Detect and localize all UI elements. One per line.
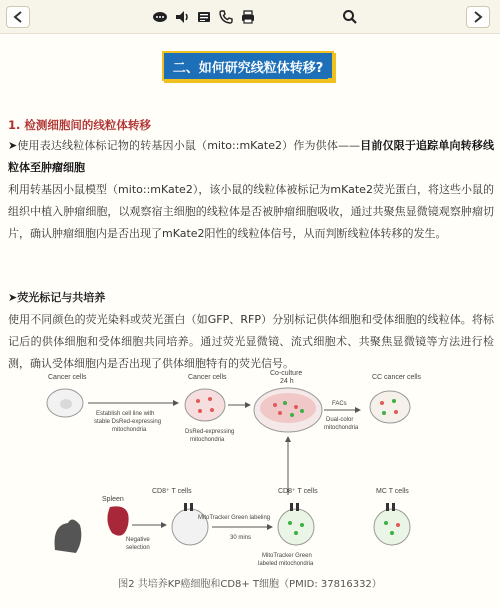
label-establish2: stable DsRed-expressing	[94, 419, 162, 425]
label-facs: FACs	[332, 401, 347, 407]
bullet-arrow-icon: ➤	[8, 291, 18, 304]
section-1-title: 1. 检测细胞间的线粒体转移	[8, 118, 151, 132]
label-mitotracker: MitoTracker Green labeling	[198, 515, 271, 521]
label-cc-cancer: CC cancer cells	[372, 374, 422, 381]
label-mt-green: MitoTracker Green	[262, 553, 312, 559]
search-icon[interactable]	[342, 9, 358, 25]
figure-caption: 图2 共培养KP癌细胞和CD8+ T细胞（PMID: 37816332）	[118, 579, 382, 590]
coculture-diagram	[40, 365, 460, 575]
print-icon[interactable]	[240, 9, 256, 25]
comment-icon[interactable]	[152, 9, 168, 25]
label-dual: Dual-color	[326, 417, 354, 423]
bullet-arrow-icon: ➤	[8, 139, 18, 152]
label-spleen: Spleen	[102, 496, 124, 503]
label-coculture: Co-culture	[270, 370, 303, 377]
label-cancer-cells: Cancer cells	[48, 374, 87, 381]
spleen-icon	[107, 506, 128, 535]
section-1-bullet	[8, 135, 494, 179]
label-selection: selection	[126, 545, 150, 551]
phone-icon[interactable]	[218, 9, 234, 25]
prev-page-button[interactable]	[6, 6, 30, 28]
label-establish: Establish cell line with	[96, 411, 155, 417]
figure-diagram	[40, 365, 460, 575]
label-establish3: mitochondria	[112, 427, 147, 433]
label-cd8-1: CD8⁺ T cells	[152, 488, 192, 495]
label-dsred: DsRed-expressing	[185, 429, 235, 435]
label-cd8-2: CD8⁺ T cells	[278, 488, 318, 495]
section-1-body: 利用转基因小鼠模型（mito::mKate2），该小鼠的线粒体被标记为mKate2荧光蛋白，将这些小鼠的组织中植入肿瘤细胞，以观察宿主细胞的线粒体是否被肿瘤细胞吸收，通过共聚焦显微镜观察肿瘤切片，确认肿瘤细胞内是否出现了mKate2阳性的线粒体信号，从而判断线粒体转移的发生。	[8, 183, 494, 240]
section-2-title-text: 荧光标记与共培养	[17, 291, 106, 304]
label-dsred2: mitochondria	[190, 437, 225, 443]
section-2-title	[8, 287, 494, 309]
bullet-text: 使用表达线粒体标记物的转基因小鼠（mito::mKate2）作为供体——	[17, 139, 360, 152]
label-cancer-cells-2: Cancer cells	[188, 374, 227, 381]
toolbar	[0, 0, 500, 34]
banner-accent	[328, 78, 332, 82]
section-2-body: 使用不同颜色的荧光染料或荧光蛋白（如GFP、RFP）分别标记供体细胞和受体细胞的线粒体。将标记后的供体细胞和受体细胞共同培养。通过荧光显微镜、流式细胞术、共聚焦显微镜等方法进行检测，确认受体细胞内是否出现了供体细胞特有的荧光信号。	[8, 313, 494, 370]
chevron-left-icon	[13, 11, 23, 23]
label-mt-green2: labeled mitochondria	[258, 561, 314, 567]
label-mins: 30 mins	[230, 535, 252, 541]
section-heading-banner: 二、如何研究线粒体转移?	[162, 51, 334, 81]
mouse-icon	[55, 519, 82, 553]
chevron-right-icon	[473, 11, 483, 23]
label-coculture-time: 24 h	[280, 378, 294, 385]
document-page	[0, 35, 500, 608]
list-icon[interactable]	[196, 9, 212, 25]
label-negative: Negative	[126, 537, 150, 543]
next-page-button[interactable]	[466, 6, 490, 28]
label-mc-t: MC T cells	[376, 488, 409, 495]
audio-icon[interactable]	[174, 9, 190, 25]
bullet-bold-text: 目前仅限于追踪单向转移线粒体至肿瘤细胞	[8, 139, 494, 174]
label-dual2: mitochondria	[324, 425, 359, 431]
